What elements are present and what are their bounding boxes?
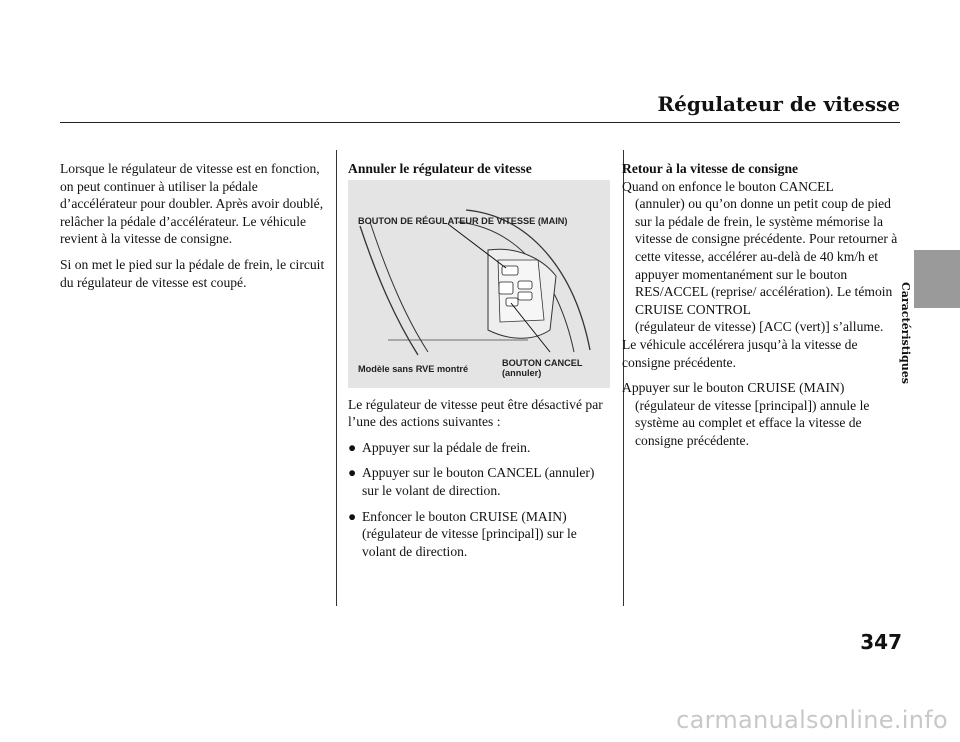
deactivate-intro: Le régulateur de vitesse peut être désactivé par l’une des actions suivantes : <box>348 396 603 430</box>
model-label: Modèle sans RVE montré <box>358 363 469 374</box>
cancel-heading: Annuler le régulateur de vitesse <box>348 161 532 176</box>
bullet-icon: ● <box>348 439 357 455</box>
list-item: ● Enfoncer le bouton CRUISE (MAIN) (régulateur de vitesse [principal]) sur le volant de direction. <box>348 508 577 559</box>
cancel-button-label: BOUTON CANCEL (annuler) <box>502 357 583 378</box>
deactivate-list <box>348 439 610 561</box>
list-item: ● Appuyer sur le bouton CANCEL (annuler) sur le volant de direction. <box>348 465 595 498</box>
chapter-tab-label: Caractéristiques <box>899 282 912 384</box>
paragraph-cancel-main: Appuyer sur le bouton CRUISE (MAIN) (régulateur de vitesse [principal]) annule le système au complet et efface la vitesse de consigne précédente. <box>622 380 870 448</box>
paragraph-brake: Si on met le pied sur la pédale de frein, le circuit du régulateur de vitesse est coupé. <box>60 256 325 290</box>
column-3 <box>622 160 904 458</box>
watermark: carmanualsonline.info <box>676 706 948 734</box>
paragraph-resume: Quand on enfonce le bouton CANCEL (annuler) ou qu’on donne un petit coup de pied sur la pédale de frein, le système mémorise la vitesse de consigne précédente. Pour retourner à cette vitesse, accélérer au-delà de 40 km/h et appuyer momentanément sur le bouton RES/ACCEL (reprise/ accélération). Le témoin CRUISE CONTROL (régulateur de vitesse) [ACC (vert)] s’allume. Le véhicule accélérera jusqu’à la vitesse de consigne précédente. <box>622 178 898 370</box>
chapter-tab <box>914 250 960 308</box>
column-divider-1 <box>336 150 337 606</box>
steering-wheel-illustration <box>348 180 610 388</box>
section-title: Régulateur de vitesse <box>657 92 900 116</box>
steering-wheel-figure <box>348 180 610 388</box>
column-2 <box>348 160 610 568</box>
column-1 <box>60 160 326 299</box>
list-item: ● Appuyer sur la pédale de frein. <box>348 439 531 455</box>
page-number: 347 <box>860 630 902 654</box>
header-rule <box>60 122 900 123</box>
main-button-label: BOUTON DE RÉGULATEUR DE VITESSE (MAIN) <box>358 215 568 226</box>
paragraph-overtaking: Lorsque le régulateur de vitesse est en fonction, on peut continuer à utiliser la pédale d’accélérateur pour doubler. Après avoir doublé, relâcher la pédale d’accélérateur. Le véhicule revient à la vitesse de consigne. <box>60 161 324 247</box>
resume-heading: Retour à la vitesse de consigne <box>622 161 799 176</box>
bullet-icon: ● <box>348 508 357 524</box>
bullet-icon: ● <box>348 465 357 481</box>
